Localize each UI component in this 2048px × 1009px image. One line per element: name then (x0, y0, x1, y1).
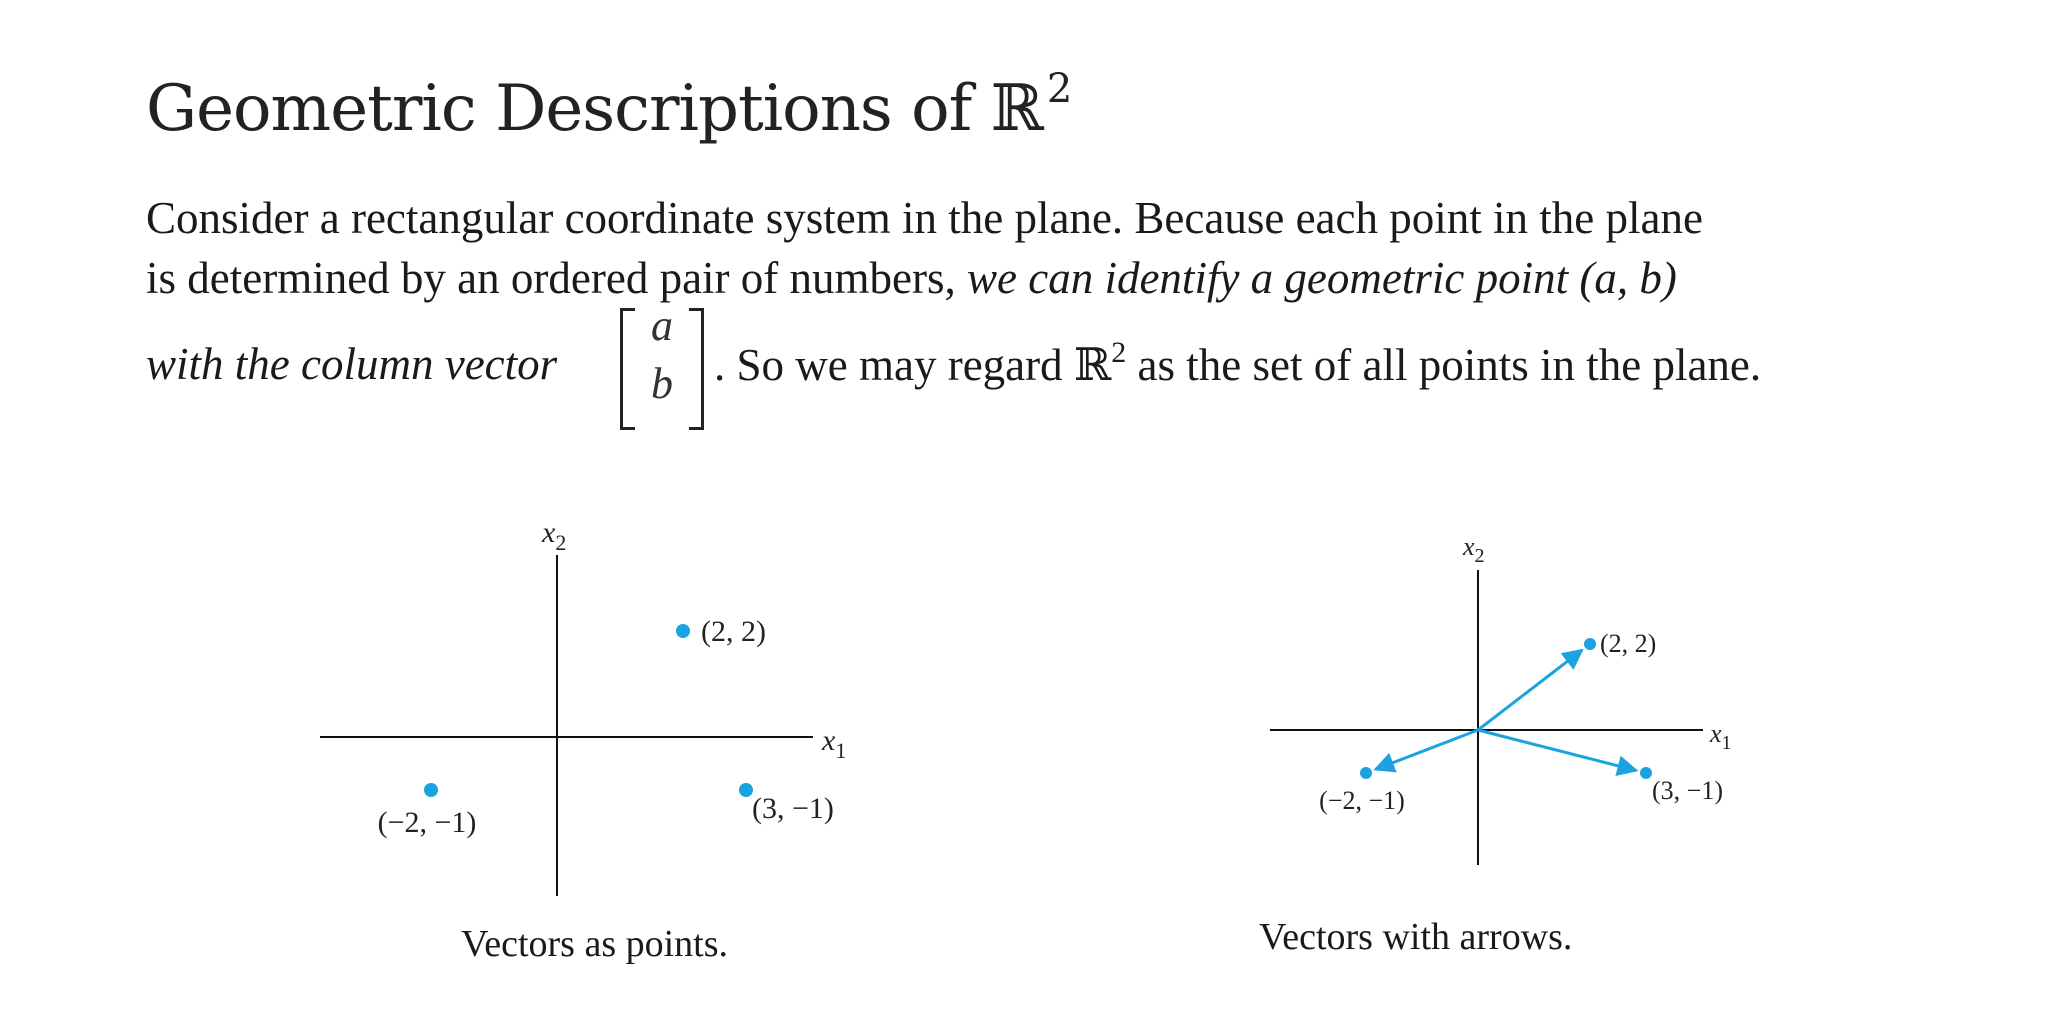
paragraph-line-3-end: as the set of all points in the plane. (1126, 340, 1762, 390)
figure-vectors-with-arrows (1250, 515, 1770, 885)
paragraph-line-3-rest (714, 338, 1914, 391)
paragraph-line-2-plain: is determined by an ordered pair of numbers, (146, 253, 967, 303)
point-label: (3, −1) (752, 792, 834, 825)
point-label: (−2, −1) (377, 806, 477, 839)
paragraph-line-3-italic-text: with the column vector (146, 339, 558, 389)
x2-axis-label: $x_2$ (542, 516, 567, 555)
paragraph-line-3-italic (146, 338, 606, 390)
x2-axis-label: $x_2$ (1463, 532, 1485, 567)
point-label: (−2, −1) (1319, 786, 1405, 815)
x1-axis-label: $x_1$ (822, 724, 847, 763)
data-point (1584, 638, 1596, 650)
vector-entry-top: a (651, 301, 673, 350)
figure-vectors-as-points (300, 500, 900, 910)
data-point (1360, 767, 1372, 779)
x1-axis-label: $x_1$ (1710, 719, 1732, 754)
data-point (676, 624, 690, 638)
paragraph-line-2 (146, 252, 1886, 304)
paragraph-line-1-text: Consider a rectangular coordinate system in the plane. Because each point in the plane (146, 193, 1703, 243)
column-vector (612, 301, 712, 430)
data-point (424, 783, 438, 797)
paragraph-line-2-point: (a, b) (1568, 253, 1677, 303)
vector-arrow (1478, 730, 1636, 771)
paragraph-line-1 (146, 192, 1886, 244)
section-title-text: Geometric Descriptions of ℝ (146, 72, 1043, 146)
paragraph-line-2-italic: we can identify a geometric point (967, 253, 1569, 303)
point-label: (2, 2) (1600, 629, 1657, 658)
point-label: (2, 2) (701, 615, 766, 648)
paragraph-line-3-sup: 2 (1111, 336, 1127, 369)
point-label: (3, −1) (1652, 776, 1723, 805)
vector-entry-bottom: b (651, 359, 673, 408)
section-title (146, 66, 1072, 146)
figure-2-caption: Vectors with arrows. (1259, 916, 1573, 958)
section-title-superscript: 2 (1046, 66, 1072, 112)
vector-arrow (1375, 730, 1478, 769)
vector-arrow (1478, 650, 1582, 730)
data-point (1640, 767, 1652, 779)
figure-1-caption: Vectors as points. (461, 923, 729, 965)
data-point (739, 783, 753, 797)
paragraph-line-3-plain: . So we may regard ℝ (714, 340, 1112, 390)
